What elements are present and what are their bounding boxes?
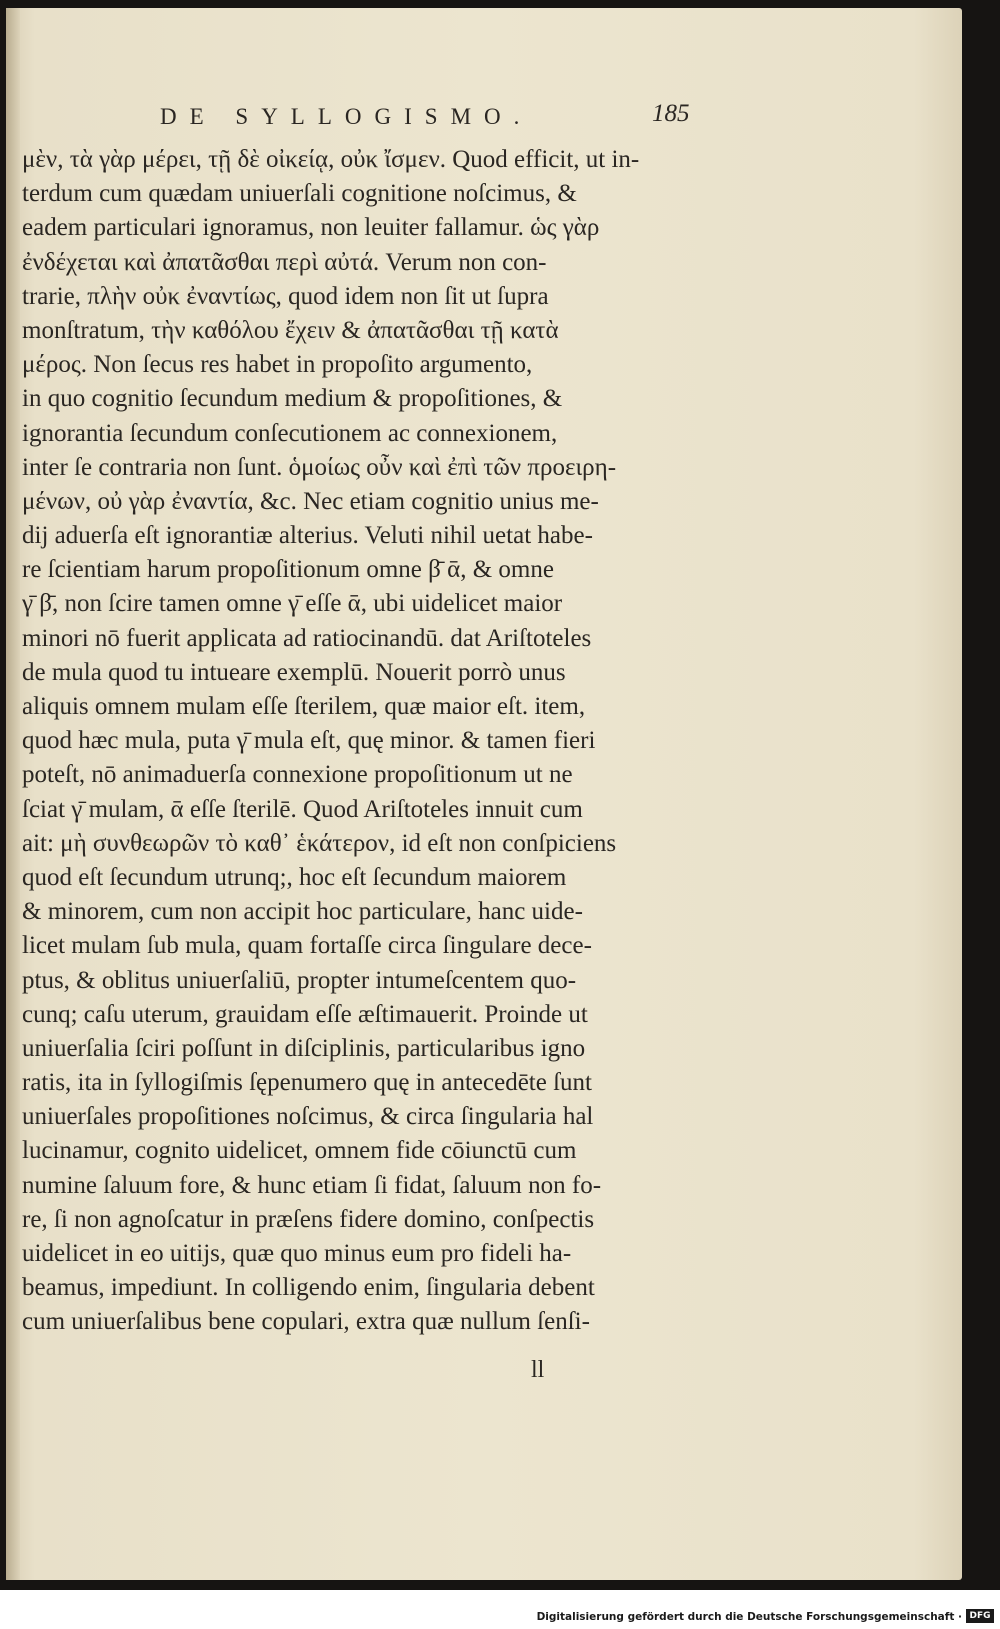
text-line: μένων, οὐ γὰρ ἐναντία, &c. Nec etiam cognitio unius me- xyxy=(22,487,599,515)
text-line: inter ſe contraria non ſunt. ὁμοίως οὖν καὶ ἐπὶ τῶν προειρη- xyxy=(22,453,617,481)
text-line: quod eſt ſecundum utrunq;, hoc eſt ſecundum maiorem xyxy=(22,863,567,891)
text-line: terdum cum quædam uniuerſali cognitione noſcimus, & xyxy=(22,180,577,208)
text-line: trarie, πλὴν οὐκ ἐναντίως, quod idem non ſit ut ſupra xyxy=(22,282,549,310)
body-text xyxy=(22,143,702,1340)
text-line: licet mulam ſub mula, quam fortaſſe circa ſingulare dece- xyxy=(22,932,592,960)
text-line: uniuerſales propoſitiones noſcimus, & circa ſingularia hal xyxy=(22,1103,594,1131)
page-gutter-edge xyxy=(6,8,20,1580)
text-line: re, ſi non agnoſcatur in præſens fidere domino, conſpectis xyxy=(22,1205,595,1233)
text-line: in quo cognitio ſecundum medium & propoſitiones, & xyxy=(22,385,563,413)
text-line: poteſt, nō animaduerſa connexione propoſitionum ut ne xyxy=(22,761,573,789)
text-line: uniuerſalia ſciri poſſunt in diſciplinis, particularibus igno xyxy=(22,1034,586,1062)
text-line: monſtratum, τὴν καθόλου ἔχειν & ἀπατᾶσθαι τῇ κατὰ xyxy=(22,316,559,344)
text-line: ἐνδέχεται καὶ ἀπατᾶσθαι περὶ αὐτά. Verum non con- xyxy=(22,248,547,276)
text-line: de mula quod tu intueare exemplū. Nouerit porrò unus xyxy=(22,658,566,686)
text-line: ſciat γ̄ mulam, ᾱ eſſe ſterilē. Quod Ariſtoteles innuit cum xyxy=(22,795,583,823)
text-line: aliquis omnem mulam eſſe ſterilem, quæ maior eſt. item, xyxy=(22,693,586,720)
dfg-logo-icon: DFG xyxy=(966,1609,994,1623)
text-line: ignorantia ſecundum conſecutionem ac connexionem, xyxy=(22,419,558,447)
text-line: cunq; caſu uterum, grauidam eſſe æſtimauerit. Proinde ut xyxy=(22,1000,588,1028)
text-line: dij aduerſa eſt ignorantiæ alterius. Veluti nihil uetat habe- xyxy=(22,522,593,550)
running-head: DE SYLLOGISMO. xyxy=(160,104,533,129)
page-number: 185 xyxy=(652,100,690,127)
text-line: cum uniuerſalibus bene copulari, extra quæ nullum ſenſi- xyxy=(22,1308,590,1336)
text-line: ait: μὴ συνθεωρῶν τὸ καθ᾽ ἑκάτερον, id eſt non conſpiciens xyxy=(22,829,617,857)
text-line: quod hæc mula, puta γ̄ mula eſt, quę minor. & tamen fieri xyxy=(22,727,596,755)
text-line: lucinamur, cognito uidelicet, omnem fide cōiunctū cum xyxy=(22,1137,577,1165)
text-line: μέρος. Non ſecus res habet in propoſito argumento, xyxy=(22,351,533,379)
text-line: numine ſaluum fore, & hunc etiam ſi fidat, ſaluum non fo- xyxy=(22,1171,602,1199)
text-line: μὲν, τὰ γὰρ μέρει, τῇ δὲ οἰκείᾳ, οὐκ ἴσμεν. Quod efficit, ut in- xyxy=(22,146,640,173)
text-line: ptus, & oblitus uniuerſaliū, propter intumeſcentem quo- xyxy=(22,966,577,994)
signature-mark: ll xyxy=(531,1357,545,1383)
text-line: uidelicet in eo uitijs, quæ quo minus eum pro fideli ha- xyxy=(22,1240,572,1267)
text-line: eadem particulari ignoramus, non leuiter fallamur. ὡς γὰρ xyxy=(22,214,600,242)
text-line: beamus, impediunt. In colligendo enim, ſingularia debent xyxy=(22,1274,595,1302)
digitization-credit: Digitalisierung gefördert durch die Deutsche Forschungsgemeinschaft · xyxy=(536,1611,962,1623)
text-line: minori nō fuerit applicata ad ratiocinandū. dat Ariſtoteles xyxy=(22,624,592,652)
text-line: ratis, ita in ſyllogiſmis ſępenumero quę in antecedēte ſunt xyxy=(22,1069,592,1097)
footer-band xyxy=(0,1590,1000,1629)
text-line: γ̄ β̄, non ſcire tamen omne γ̄ eſſe ᾱ, ubi uidelicet maior xyxy=(22,590,563,618)
text-line: & minorem, cum non accipit hoc particulare, hanc uide- xyxy=(22,898,583,926)
text-line: re ſcientiam harum propoſitionum omne β̄ ᾱ, & omne xyxy=(22,556,554,584)
